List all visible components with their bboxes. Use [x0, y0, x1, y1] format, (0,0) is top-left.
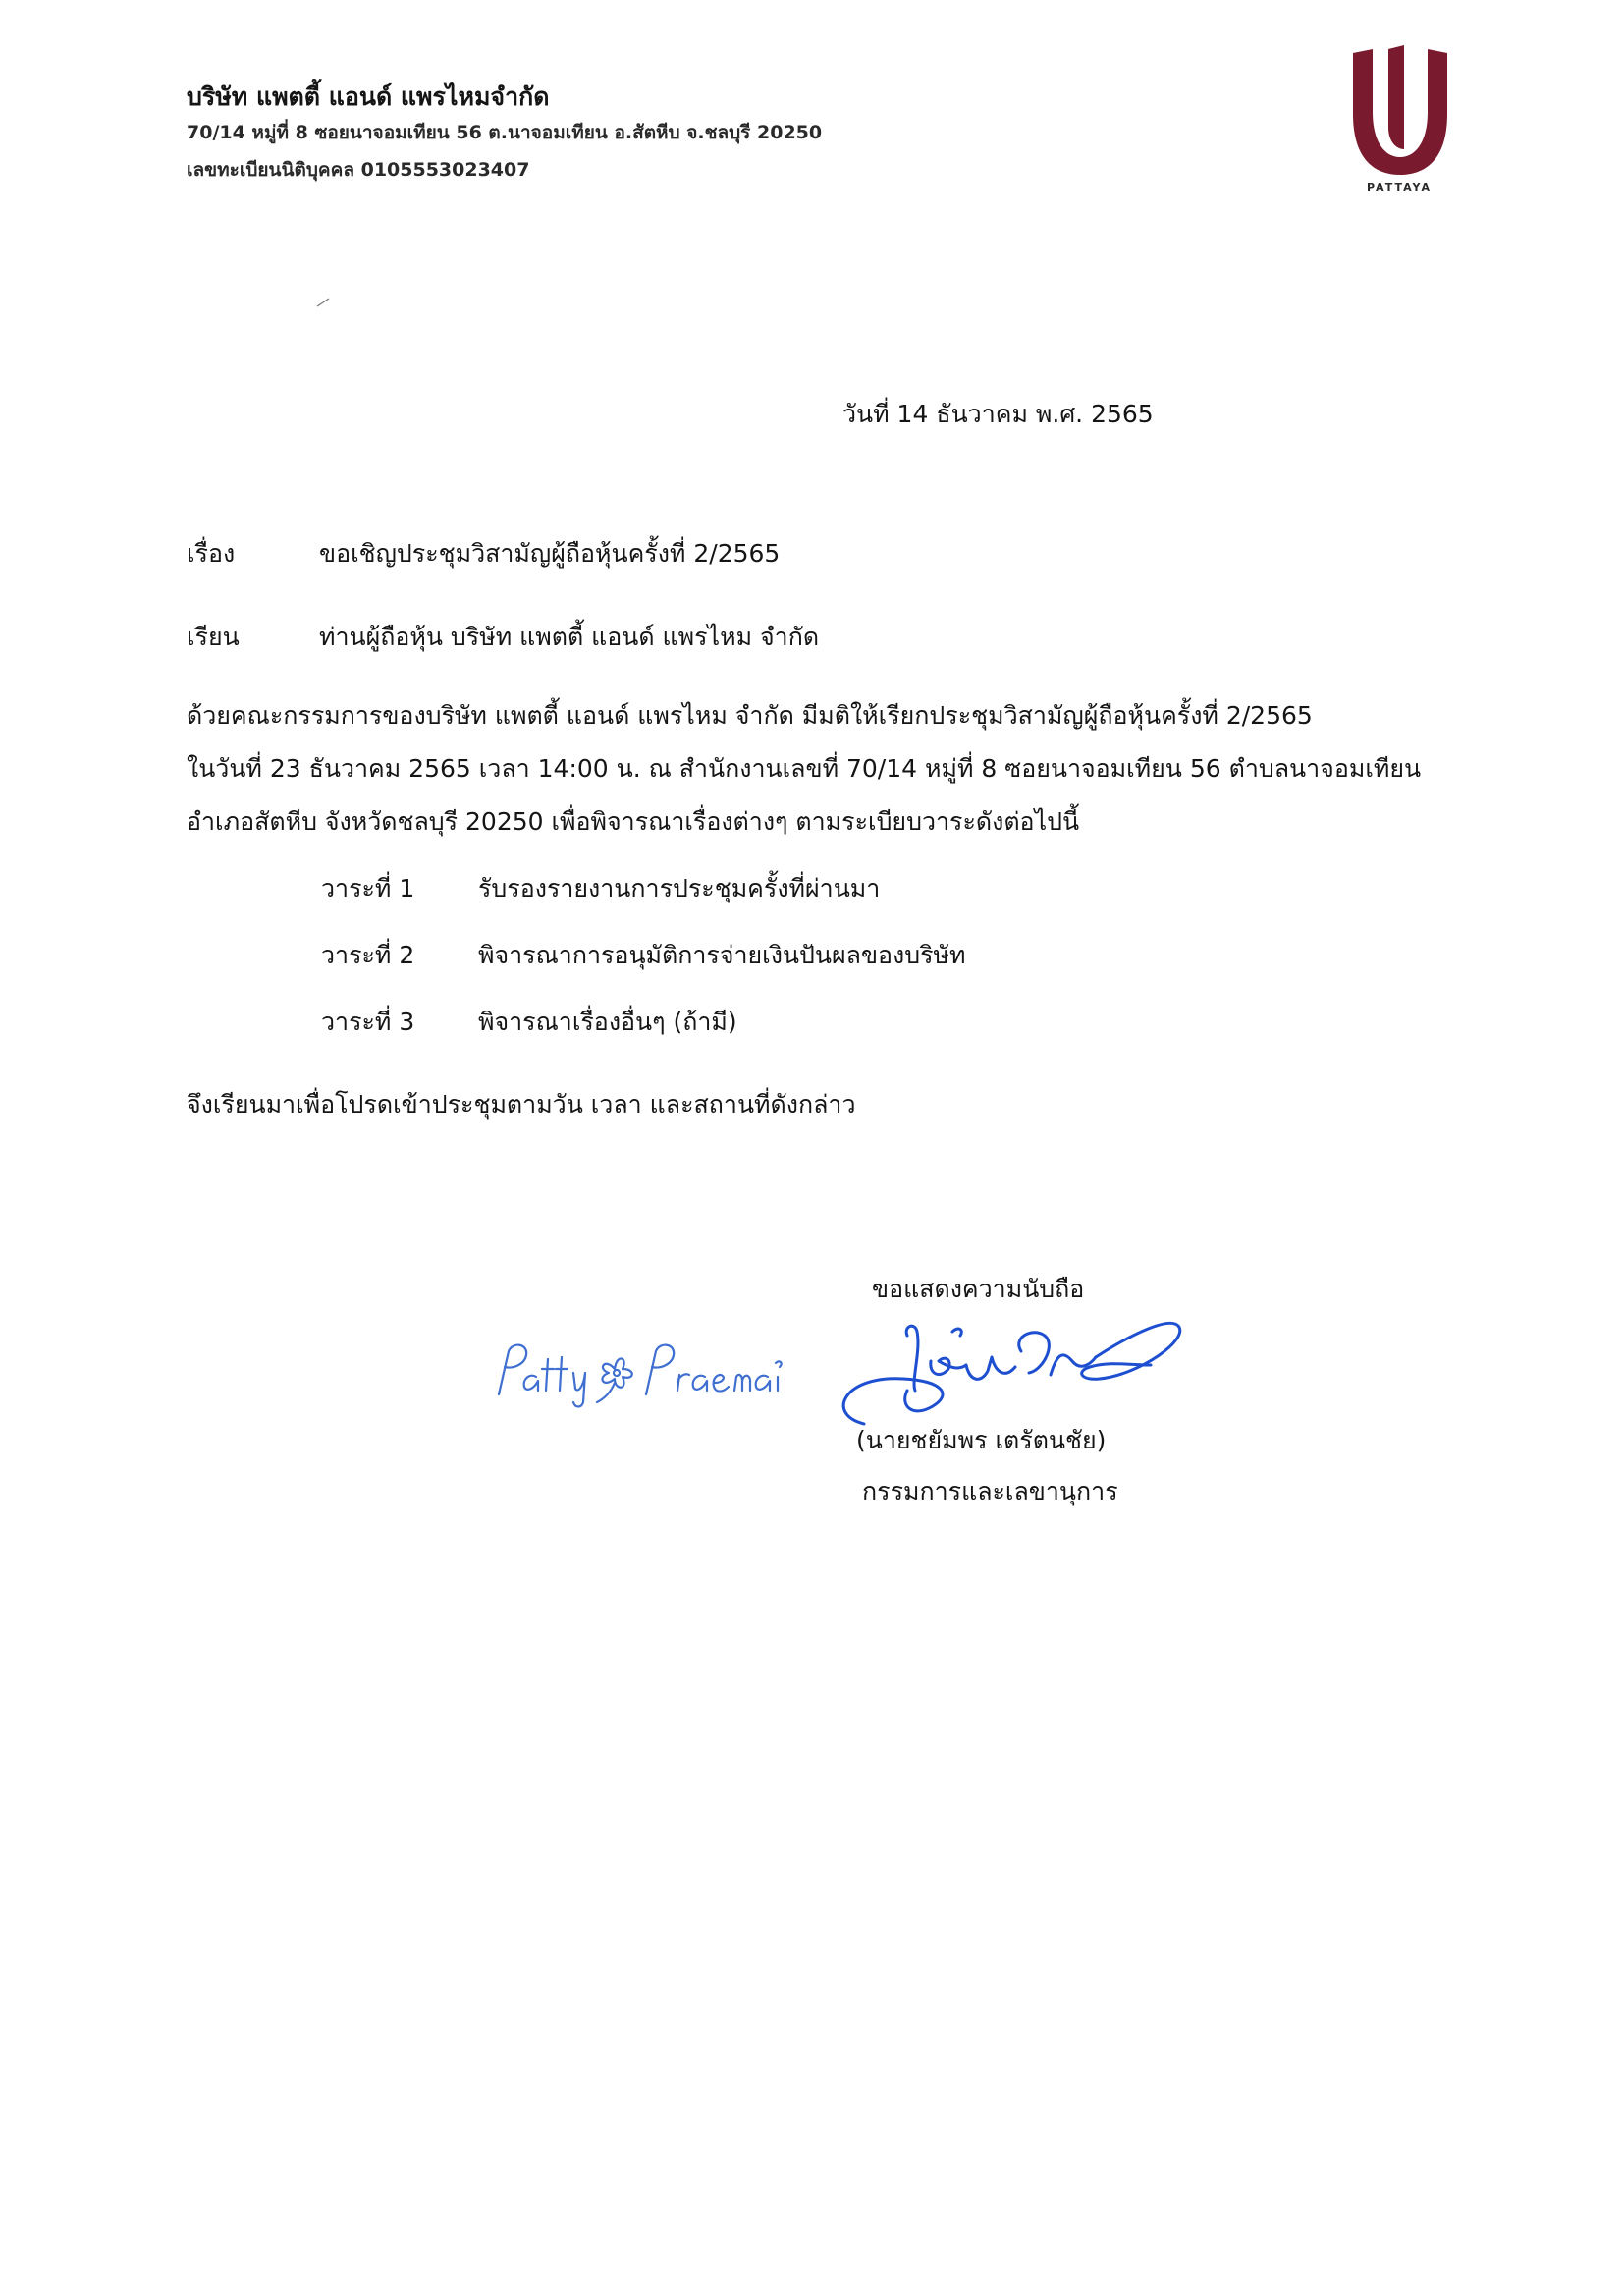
company-stamp: [491, 1334, 825, 1412]
closing-text: จึงเรียนมาเพื่อโปรดเข้าประชุมตามวัน เวลา และสถานที่ดังกล่าว: [187, 1090, 856, 1119]
body-line: ในวันที่ 23 ธันวาคม 2565 เวลา 14:00 น. ณ สำนักงานเลขที่ 70/14 หมู่ที่ 8 ซอยนาจอมเทียน 56 ตำบลนาจอมเทียน: [187, 754, 1422, 783]
agenda-item: พิจารณาการอนุมัติการจ่ายเงินปันผลของบริษัท: [478, 941, 966, 969]
handwritten-signature: [805, 1296, 1188, 1444]
scan-speck: [316, 293, 330, 302]
body-line: อำเภอสัตหีบ จังหวัดชลบุรี 20250 เพื่อพิจารณาเรื่องต่างๆ ตามระเบียบวาระดังต่อไปนี้: [187, 807, 1080, 836]
letterhead: [187, 81, 992, 189]
recipient-text: ท่านผู้ถือหุ้น บริษัท แพตตี้ แอนด์ แพรไหม จำกัด: [319, 623, 820, 651]
company-registration: เลขทะเบียนนิติบุคคล 0105553023407: [187, 159, 530, 181]
regards-text: ขอแสดงความนับถือ: [872, 1275, 1085, 1303]
recipient-label: เรียน: [187, 623, 240, 651]
subject-text: ขอเชิญประชุมวิสามัญผู้ถือหุ้นครั้งที่ 2/2565: [319, 539, 781, 568]
agenda-number: วาระที่ 3: [321, 1008, 415, 1036]
letter-date: วันที่ 14 ธันวาคม พ.ศ. 2565: [842, 400, 1154, 428]
body-line: ด้วยคณะกรรมการของบริษัท แพตตี้ แอนด์ แพรไหม จำกัด มีมติให้เรียกประชุมวิสามัญผู้ถือหุ้นครั้งที่ 2/2565: [187, 701, 1313, 730]
subject-label: เรื่อง: [187, 539, 236, 568]
company-logo: [1345, 43, 1453, 210]
logo-text: PATTAYA: [1366, 181, 1432, 193]
agenda-number: วาระที่ 1: [321, 874, 415, 902]
agenda-item: พิจารณาเรื่องอื่นๆ (ถ้ามี): [478, 1008, 737, 1036]
agenda-item: รับรองรายงานการประชุมครั้งที่ผ่านมา: [478, 874, 881, 902]
agenda-number: วาระที่ 2: [321, 941, 415, 969]
company-name: บริษัท แพตตี้ แอนด์ แพรไหมจำกัด: [187, 82, 550, 111]
u-logo-icon: [1345, 43, 1453, 181]
signer-name: (นายชยัมพร เตรัตนชัย): [856, 1426, 1107, 1454]
company-address: 70/14 หมู่ที่ 8 ซอยนาจอมเทียน 56 ต.นาจอมเทียน อ.สัตหีบ จ.ชลบุรี 20250: [187, 122, 823, 143]
signer-title: กรรมการและเลขานุการ: [862, 1477, 1118, 1505]
